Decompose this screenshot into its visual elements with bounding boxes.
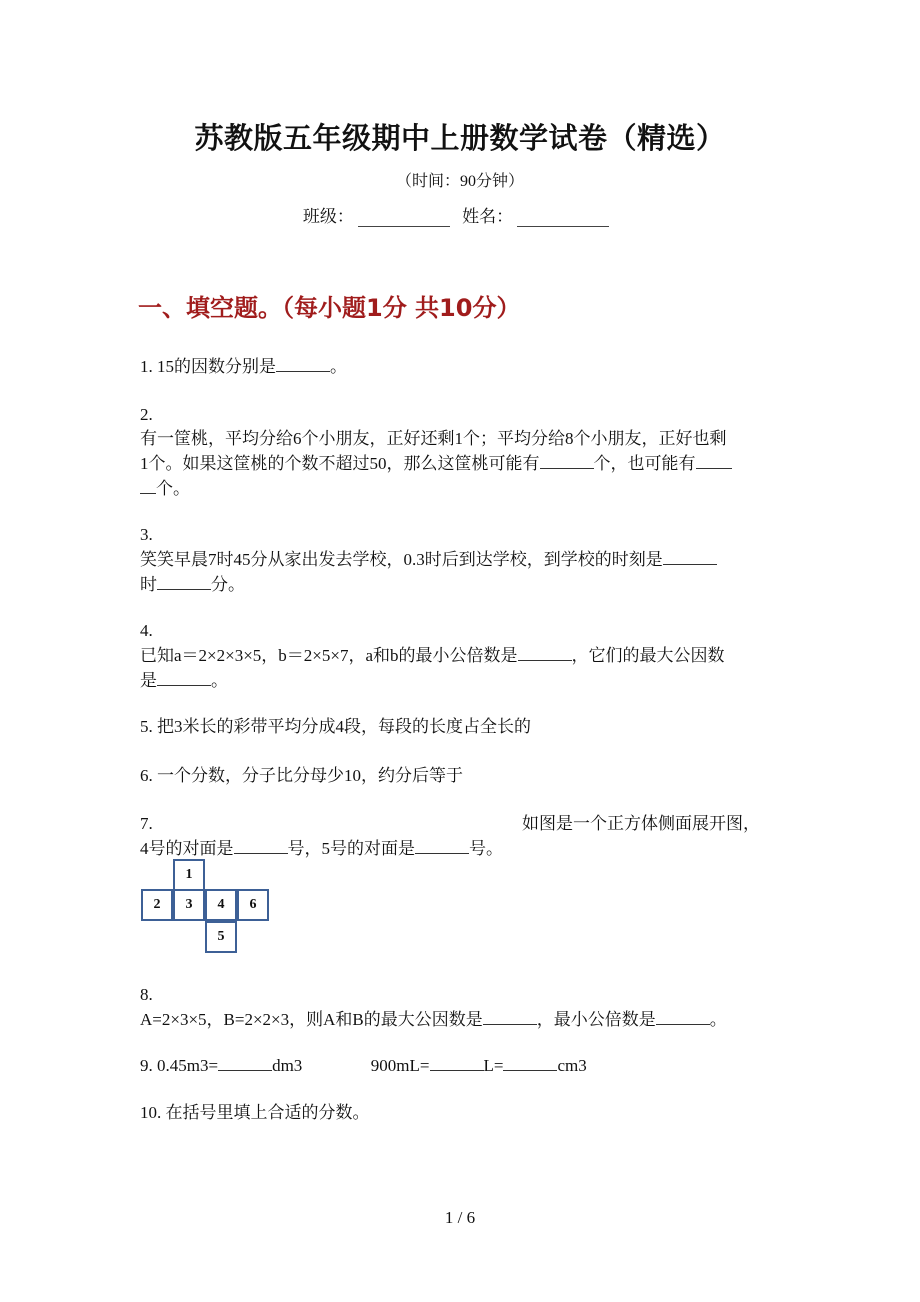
net-cell-1: 1 bbox=[173, 859, 205, 891]
section-heading-fill-in: 一、填空题。（每小题1分 共10分） bbox=[138, 294, 521, 322]
question-text: 1个。如果这筐桃的个数不超过50，那么这筐桃可能有 bbox=[140, 454, 540, 473]
net-cell-6: 6 bbox=[237, 889, 269, 921]
answer-blank[interactable] bbox=[518, 643, 572, 661]
question-text: 号，5号的对面是 bbox=[287, 839, 415, 858]
question-text: 一个分数，分子比分母少10，约分后等于 bbox=[157, 766, 463, 785]
answer-blank[interactable] bbox=[540, 451, 594, 469]
question-9 bbox=[140, 1053, 587, 1078]
question-7 bbox=[140, 812, 780, 861]
answer-blank[interactable] bbox=[483, 1007, 537, 1025]
question-number: 10. bbox=[140, 1103, 162, 1122]
page-title: 苏教版五年级期中上册数学试卷（精选） bbox=[194, 121, 726, 155]
answer-blank[interactable] bbox=[663, 547, 717, 565]
question-text: dm3 bbox=[272, 1056, 303, 1075]
question-number: 9. bbox=[140, 1056, 153, 1075]
question-text-line bbox=[140, 451, 732, 476]
answer-blank[interactable] bbox=[696, 451, 732, 469]
exam-duration: （时间：90分钟） bbox=[395, 173, 524, 190]
question-text: 时 bbox=[140, 575, 157, 594]
question-text: A=2×3×5，B=2×2×3，则A和B的最大公因数是 bbox=[140, 1010, 483, 1029]
answer-blank[interactable] bbox=[157, 572, 211, 590]
question-text: 4号的对面是 bbox=[140, 839, 234, 858]
cube-net-figure bbox=[141, 859, 271, 954]
question-number: 8. bbox=[140, 985, 153, 1004]
question-text-line bbox=[140, 668, 725, 693]
question-text-line bbox=[140, 836, 780, 861]
question-text: 0.45m3= bbox=[157, 1056, 219, 1075]
question-text-line bbox=[140, 1007, 727, 1032]
question-text: ，最小公倍数是 bbox=[536, 1010, 656, 1029]
question-text-line bbox=[140, 643, 725, 668]
name-blank[interactable] bbox=[517, 208, 609, 227]
question-number: 6. bbox=[140, 766, 153, 785]
question-text: 是 bbox=[140, 671, 157, 690]
question-1 bbox=[140, 354, 347, 379]
answer-blank[interactable] bbox=[157, 668, 211, 686]
question-text-line bbox=[140, 547, 717, 572]
question-text: 号。 bbox=[469, 839, 503, 858]
question-number: 5. bbox=[140, 717, 153, 736]
question-number: 4. bbox=[140, 621, 153, 640]
answer-blank[interactable] bbox=[656, 1007, 710, 1025]
question-text: 15的因数分别是 bbox=[157, 357, 276, 376]
class-label: 班级： bbox=[302, 207, 354, 226]
net-cell-5: 5 bbox=[205, 921, 237, 953]
question-text: 。 bbox=[211, 671, 228, 690]
question-text: 分。 bbox=[211, 575, 245, 594]
question-text: 900mL= bbox=[370, 1056, 430, 1075]
question-text: 在括号里填上合适的分数。 bbox=[165, 1103, 370, 1122]
question-6 bbox=[140, 764, 463, 788]
net-cell-2: 2 bbox=[141, 889, 173, 921]
question-10 bbox=[140, 1101, 370, 1125]
question-text-line bbox=[140, 812, 780, 836]
question-5 bbox=[140, 715, 531, 739]
question-number: 7. bbox=[140, 814, 153, 833]
question-text: cm3 bbox=[557, 1056, 587, 1075]
net-cell-3: 3 bbox=[173, 889, 205, 921]
question-text-line bbox=[140, 476, 732, 501]
answer-blank[interactable] bbox=[430, 1053, 484, 1071]
answer-blank[interactable] bbox=[218, 1053, 272, 1071]
name-label: 姓名： bbox=[462, 207, 514, 226]
net-cell-4: 4 bbox=[205, 889, 237, 921]
student-info-line bbox=[0, 202, 920, 227]
question-text: 笑笑早晨7时45分从家出发去学校，0.3时后到达学校，到学校的时刻是 bbox=[140, 550, 663, 569]
question-text: 如图是一个正方体侧面展开图， bbox=[522, 814, 760, 833]
question-4 bbox=[140, 619, 725, 693]
question-3 bbox=[140, 523, 717, 597]
answer-blank[interactable] bbox=[276, 354, 330, 372]
answer-blank-continued[interactable] bbox=[140, 476, 156, 494]
question-text: 。 bbox=[709, 1010, 727, 1029]
question-text: L= bbox=[483, 1056, 504, 1075]
question-text: 。 bbox=[330, 357, 347, 376]
question-text-line bbox=[140, 572, 717, 597]
question-number: 3. bbox=[140, 525, 153, 544]
answer-blank[interactable] bbox=[234, 836, 288, 854]
question-text: 把3米长的彩带平均分成4段，每段的长度占全长的 bbox=[157, 717, 531, 736]
question-text: ，它们的最大公因数 bbox=[571, 646, 725, 665]
class-blank[interactable] bbox=[358, 208, 450, 227]
question-text: 个，也可能有 bbox=[593, 454, 696, 473]
question-2 bbox=[140, 403, 732, 501]
question-text: 已知a＝2×2×3×5，b＝2×5×7，a和b的最小公倍数是 bbox=[140, 646, 518, 665]
answer-blank[interactable] bbox=[503, 1053, 557, 1071]
question-text: 个。 bbox=[156, 479, 190, 498]
page-number: 1 / 6 bbox=[444, 1208, 476, 1227]
question-8 bbox=[140, 983, 727, 1032]
question-number: 2. bbox=[140, 405, 153, 424]
question-number: 1. bbox=[140, 357, 153, 376]
answer-blank[interactable] bbox=[415, 836, 469, 854]
question-text-line: 有一筐桃，平均分给6个小朋友，正好还剩1个；平均分给8个小朋友，正好也剩 bbox=[140, 429, 727, 448]
